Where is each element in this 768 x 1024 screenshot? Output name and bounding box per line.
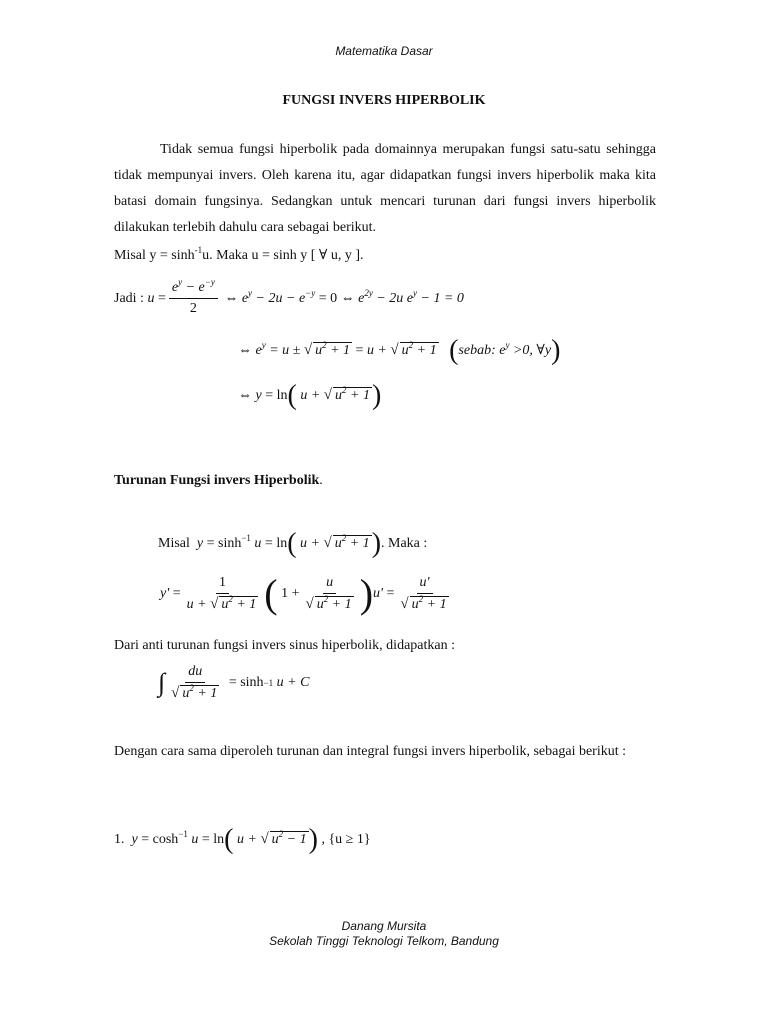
equation-y-ln: ⇔ y = ln( u + √ $u^2 + 1$)	[238, 380, 382, 411]
equation-derivative: y' = $\frac{1}{u + √ u^2 + 1}$ ( 1 + $\frac{u}{√ u^2 + 1}$ ) u' = $\frac{u'}{√ u^2 + 1}$	[160, 571, 447, 616]
equation-misal-sinh: Misal $y = \sinh^{-1} u = \ln$( u + √ $u^2 + 1$). Maka :	[158, 528, 428, 559]
section-heading-dot: .	[319, 473, 323, 488]
jadi-label: Jadi :	[114, 290, 144, 306]
footer-institution: Sekolah Tinggi Teknologi Telkom, Bandung	[269, 934, 499, 948]
section-heading	[114, 473, 323, 489]
dari-anti-line: Dari anti turunan fungsi invers sinus hiperbolik, didapatkan :	[114, 638, 455, 653]
misal2-suffix: . Maka :	[381, 536, 428, 552]
equation-ey: ⇔ $e^y = u$ ± √ $u^2 + 1 = u$ + √ $u^2 + 1$ (sebab: $e^y >0$, ∀y)	[238, 335, 561, 366]
misal-sup: -1	[194, 245, 203, 255]
list-item-1: 1. $y = \cosh^{-1} u = \ln$( u + √ $u^2 - 1$) , {u ≥ 1}	[114, 824, 371, 855]
page-title: FUNGSI INVERS HIPERBOLIK	[282, 93, 486, 108]
fraction-sinh-def: $\frac{e^y - e^{-y}}{2}$	[169, 280, 218, 317]
eq-u-equals: u	[147, 290, 155, 306]
misal-text-a: Misal y = sinh	[114, 248, 195, 263]
dengan-cara-paragraph: Dengan cara sama diperoleh turunan dan integral fungsi invers hiperbolik, sebagai berikut :	[114, 744, 626, 759]
eq-note: sebab: $e^y >0$, ∀y	[458, 340, 552, 359]
misal-line	[114, 247, 364, 264]
intro-text: Tidak semua fungsi hiperbolik pada domainnya merupakan fungsi satu-satu sehingga tidak mempunyai invers. Oleh karena itu, agar didapatkan fungsi invers hiperbolik maka kita batasi domain fungsinya. Sedangkan untuk mencari turunan dari fungsi invers hiperbolik dilakukan terlebih dahulu cara sebagai berikut.	[114, 142, 656, 235]
item1-number: 1.	[114, 832, 125, 848]
page-header: Matematika Dasar	[335, 44, 433, 58]
equation-integral: ∫ $\frac{du}{√ u^2 + 1}$ = sinh −1 u + C	[158, 664, 310, 701]
section-heading-text: Turunan Fungsi invers Hiperbolik	[114, 473, 320, 488]
misal2-prefix: Misal	[158, 536, 190, 552]
item1-domain: , {u ≥ 1}	[321, 832, 371, 848]
footer-author: Danang Mursita	[341, 919, 427, 933]
intro-paragraph	[114, 137, 656, 241]
equation-jadi: Jadi : u = $\frac{e^y - e^{-y}}{2}$ ⇔ $e^y - 2u - e^{-y}$ = 0 ⇔ $e^{2y} - 2u$ $e^y - 1 = 0$	[114, 277, 464, 316]
misal-text-b: u. Maka u = sinh y [ ∀ u, y ].	[202, 248, 364, 263]
